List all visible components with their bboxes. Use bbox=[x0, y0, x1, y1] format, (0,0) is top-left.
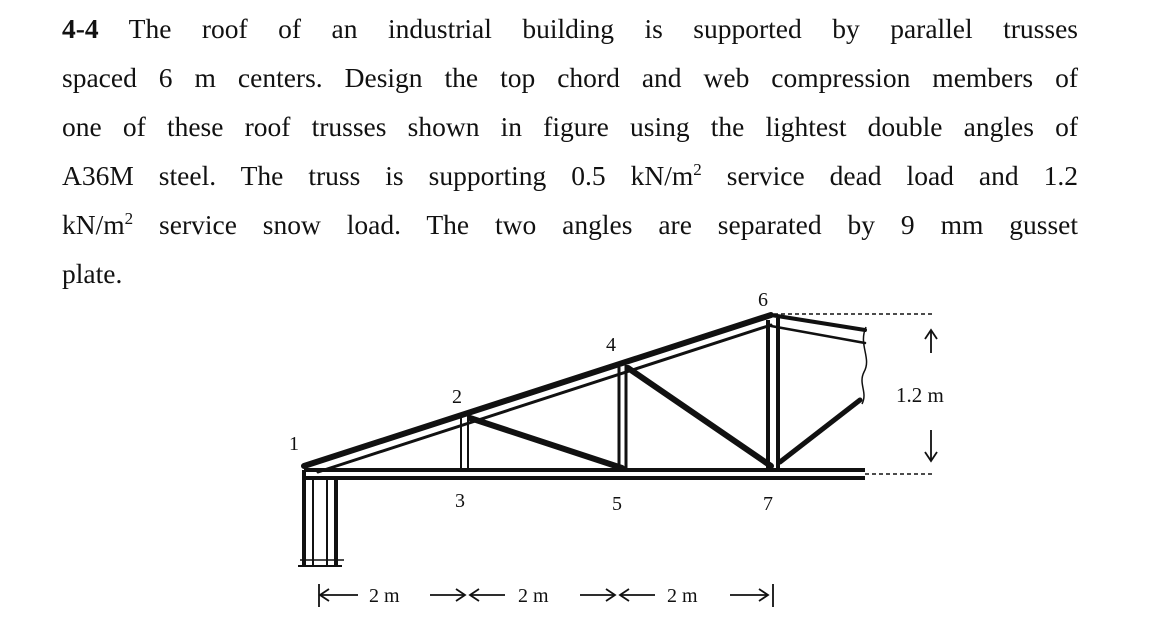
diagonal-members bbox=[470, 368, 860, 468]
node-label-6: 6 bbox=[758, 289, 768, 311]
node-label-3: 3 bbox=[455, 490, 465, 512]
vertical-members bbox=[461, 318, 778, 470]
problem-line-3: one of these roof trusses shown in figure using the lightest double angles of bbox=[62, 111, 1078, 142]
node-label-5: 5 bbox=[612, 493, 622, 515]
span-label-2: 2 m bbox=[518, 585, 549, 607]
problem-text-4a: A36M steel. The truss is supporting 0.5 kN/m bbox=[62, 160, 694, 191]
problem-text-4b: service dead load and 1.2 bbox=[701, 160, 1078, 191]
superscript: 2 bbox=[124, 209, 134, 228]
problem-text-1: The roof of an industrial building is supported by parallel trusses bbox=[128, 13, 1078, 44]
problem-line-2: spaced 6 m centers. Design the top chord and web compression members of bbox=[62, 62, 1078, 93]
node-label-7: 7 bbox=[763, 493, 773, 515]
span-label-1: 2 m bbox=[369, 585, 400, 607]
problem-number: 4-4 bbox=[62, 13, 99, 44]
bottom-chord bbox=[304, 470, 865, 478]
problem-text-5b: service snow load. The two angles are separated by 9 mm gusset bbox=[133, 209, 1078, 240]
height-label: 1.2 m bbox=[896, 383, 944, 407]
span-label-3: 2 m bbox=[667, 585, 698, 607]
problem-text-5a: kN/m bbox=[62, 209, 125, 240]
node-label-2: 2 bbox=[452, 386, 462, 408]
node-label-4: 4 bbox=[606, 334, 616, 356]
support-column bbox=[298, 470, 344, 566]
superscript: 2 bbox=[693, 160, 702, 179]
top-chord bbox=[304, 315, 865, 472]
break-symbol bbox=[862, 327, 867, 404]
problem-line-6: plate. bbox=[62, 258, 123, 289]
node-label-1: 1 bbox=[289, 433, 299, 455]
